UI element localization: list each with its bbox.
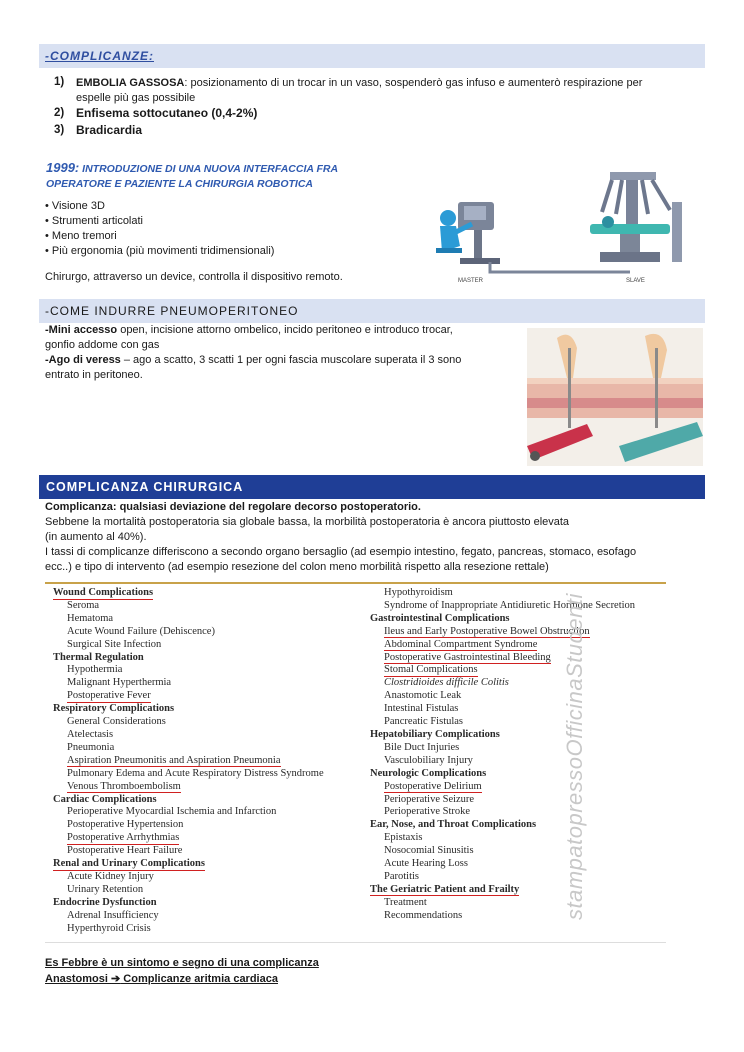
- table-item-text: Acute Kidney Injury: [67, 870, 154, 882]
- table-item-text: Recommendations: [384, 909, 463, 921]
- table-bottom-rule: [45, 942, 666, 943]
- section-header-pneumoperitoneo: -COME INDURRE PNEUMOPERITONEO: [39, 299, 705, 323]
- arrow-right-icon: ➔: [111, 973, 121, 985]
- table-section-heading: [53, 652, 324, 665]
- table-item-text: Acute Hearing Loss: [384, 858, 468, 870]
- table-item-text: Abdominal Compartment Syndrome: [384, 638, 538, 650]
- table-item-text: Pulmonary Edema and Acute Respiratory Distress Syndrome: [67, 767, 324, 779]
- complications-table-left: [53, 587, 324, 935]
- slave-label: SLAVE: [626, 278, 645, 284]
- table-item: [53, 742, 324, 755]
- list-item: Enfisema sottocutaneo (0,4-2%): [76, 106, 258, 120]
- table-item-text: Pneumonia: [67, 741, 115, 753]
- table-item: [370, 664, 635, 677]
- table-item-text: Postoperative Arrhythmias: [67, 832, 180, 844]
- table-item: [53, 729, 324, 742]
- table-item-text: Postoperative Hypertension: [67, 819, 184, 831]
- table-item: [370, 652, 635, 665]
- table-item-text: Acute Wound Failure (Dehiscence): [67, 625, 215, 637]
- table-item: [53, 819, 324, 832]
- table-item-text: Gastrointestinal Complications: [370, 612, 510, 624]
- table-item: [53, 781, 324, 794]
- table-item-text: Hepatobiliary Complications: [370, 728, 500, 740]
- table-item-text: Renal and Urinary Complications: [53, 858, 205, 870]
- table-item: [53, 832, 324, 845]
- table-item: [370, 600, 635, 613]
- table-item-text: Perioperative Seizure: [384, 793, 475, 805]
- table-item: [53, 845, 324, 858]
- table-item-text: Stomal Complications: [384, 664, 478, 676]
- table-item-text: Seroma: [67, 599, 100, 611]
- table-item: [370, 871, 635, 884]
- table-item: [370, 690, 635, 703]
- robotics-title: 1999: INTRODUZIONE DI UNA NUOVA INTERFACCIA FRA OPERATORE E PAZIENTE LA CHIRURGIA ROBOTICA: [46, 160, 339, 190]
- table-item: [370, 781, 635, 794]
- table-section-heading: [370, 613, 635, 626]
- table-item-text: Aspiration Pneumonitis and Aspiration Pneumonia: [67, 754, 281, 766]
- table-item: [53, 626, 324, 639]
- table-item-text: Clostridioides difficile Colitis: [384, 677, 509, 689]
- table-item-text: Neurologic Complications: [370, 767, 487, 779]
- table-item: [370, 858, 635, 871]
- table-item-text: Surgical Site Infection: [67, 638, 162, 650]
- table-item: [370, 806, 635, 819]
- table-item: [53, 677, 324, 690]
- list-item: Bradicardia: [76, 123, 143, 137]
- list-item: EMBOLIA GASSOSA: posizionamento di un trocar in un vaso, sospenderò gas infuso e aumenterò respirazione per espelle più gas possibile: [76, 77, 643, 104]
- table-item-text: Urinary Retention: [67, 883, 144, 895]
- footer-line-2: Anastomosi ➔ Complicanze aritmia cardiaca: [45, 973, 278, 985]
- watermark: stampatopressoOfficinaStudenti: [562, 593, 587, 920]
- table-item-text: Respiratory Complications: [53, 703, 175, 715]
- table-item-text: Atelectasis: [67, 728, 114, 740]
- table-item-text: General Considerations: [67, 716, 166, 728]
- table-item-text: Perioperative Myocardial Ischemia and Infarction: [67, 806, 277, 818]
- table-item: [370, 897, 635, 910]
- table-item: [53, 690, 324, 703]
- table-item: [370, 845, 635, 858]
- list-number: 2): [54, 107, 65, 119]
- table-item-text: Adrenal Insufficiency: [67, 909, 159, 921]
- master-label: MASTER: [458, 278, 484, 284]
- table-item: [370, 910, 635, 923]
- table-item: [53, 884, 324, 897]
- table-item-text: Postoperative Fever: [67, 690, 151, 702]
- table-item-text: Postoperative Gastrointestinal Bleeding: [384, 651, 551, 663]
- list-number: 3): [54, 124, 65, 136]
- table-item-text: Bile Duct Injuries: [384, 741, 460, 753]
- table-item-text: Ear, Nose, and Throat Complications: [370, 819, 537, 831]
- table-item: [370, 716, 635, 729]
- table-item-text: Postoperative Heart Failure: [67, 845, 183, 857]
- table-item: [53, 923, 324, 936]
- table-item-text: Vasculobiliary Injury: [384, 754, 473, 766]
- table-item: [53, 716, 324, 729]
- table-item-text: Nosocomial Sinusitis: [384, 845, 474, 857]
- table-section-heading: [370, 819, 635, 832]
- veress-needle-image: [527, 328, 703, 466]
- table-item-text: Hypothyroidism: [384, 587, 453, 598]
- table-item-text: Intestinal Fistulas: [384, 703, 459, 715]
- table-item-text: Epistaxis: [384, 832, 423, 844]
- table-item: [53, 755, 324, 768]
- table-item: [53, 613, 324, 626]
- table-item: [370, 703, 635, 716]
- table-section-heading: [370, 768, 635, 781]
- table-item: [370, 794, 635, 807]
- table-item-text: Hypothermia: [67, 664, 123, 676]
- table-item: [370, 742, 635, 755]
- table-item-text: Wound Complications: [53, 587, 154, 598]
- table-section-heading: [53, 897, 324, 910]
- table-item: [53, 871, 324, 884]
- table-item: [370, 626, 635, 639]
- table-item-text: Ileus and Early Postoperative Bowel Obstruction: [384, 625, 590, 637]
- table-item-text: Anastomotic Leak: [384, 690, 462, 702]
- table-item-text: Pancreatic Fistulas: [384, 716, 464, 728]
- table-section-heading: [53, 858, 324, 871]
- table-item: [53, 639, 324, 652]
- table-item-text: Hematoma: [67, 612, 114, 624]
- table-item-text: Postoperative Delirium: [384, 780, 482, 792]
- table-item: [53, 768, 324, 781]
- table-section-heading: [370, 884, 635, 897]
- pneumoperitoneo-text: -Mini accesso open, incisione attorno ombelico, incido peritoneo e introduco trocar, gonfio addome con gas -Ago di veress – ago a scatto, 3 scatti 1 per ogni fascia muscolare superata il 3 sono entrato in peritoneo.: [45, 324, 462, 381]
- table-item: [370, 677, 635, 690]
- table-item: [53, 600, 324, 613]
- table-item-text: Hyperthyroid Crisis: [67, 922, 151, 934]
- table-item-text: Endocrine Dysfunction: [53, 896, 157, 908]
- section-header-complicanze: -COMPLICANZE:: [39, 44, 705, 68]
- section-header-complicanza-chirurgica: COMPLICANZA CHIRURGICA: [39, 475, 705, 499]
- table-item-text: Treatment: [384, 896, 427, 908]
- complicanza-text: Complicanza: qualsiasi deviazione del regolare decorso postoperatorio. Sebbene la mortalità postoperatoria sia globale bassa, la morbilità postoperatoria è ancora piuttosto elevata (in aumento al 40%). I tassi di complicanze differiscono a secondo organo bersaglio (ad esempio intestino, fegato, pancreas, stomaco, esofago ecc..) e tipo di intervento (ad esempio resezione del colon meno morbilità rispetto alla resezione rettale): [45, 501, 637, 573]
- table-item-text: Thermal Regulation: [53, 651, 144, 663]
- complications-table-right: [370, 587, 635, 923]
- table-item: [370, 587, 635, 600]
- table-item: [53, 910, 324, 923]
- table-item-text: Perioperative Stroke: [384, 806, 471, 818]
- table-item-text: Venous Thromboembolism: [67, 780, 181, 792]
- list-number: 1): [54, 76, 65, 88]
- table-item-text: Syndrome of Inappropriate Antidiuretic Hormone Secretion: [384, 599, 636, 611]
- table-item-text: The Geriatric Patient and Frailty: [370, 883, 520, 895]
- table-item: [370, 639, 635, 652]
- table-item-text: Parotitis: [384, 870, 420, 882]
- table-section-heading: [370, 729, 635, 742]
- table-item-text: Malignant Hyperthermia: [67, 677, 172, 689]
- table-section-heading: [53, 587, 324, 600]
- table-item-text: Cardiac Complications: [53, 793, 157, 805]
- robotics-note: Chirurgo, attraverso un device, controlla il dispositivo remoto.: [45, 271, 343, 283]
- robotic-surgery-image: [430, 162, 692, 286]
- table-item: [370, 755, 635, 768]
- table-item: [53, 664, 324, 677]
- footer-line-1: Es Febbre è un sintomo e segno di una complicanza: [45, 957, 319, 969]
- table-item: [370, 832, 635, 845]
- table-section-heading: [53, 703, 324, 716]
- table-item: [53, 806, 324, 819]
- robotics-bullets: • Visione 3D • Strumenti articolati • Meno tremori • Più ergonomia (più movimenti tridimensionali): [45, 200, 275, 257]
- table-section-heading: [53, 794, 324, 807]
- table-top-rule: [45, 582, 666, 584]
